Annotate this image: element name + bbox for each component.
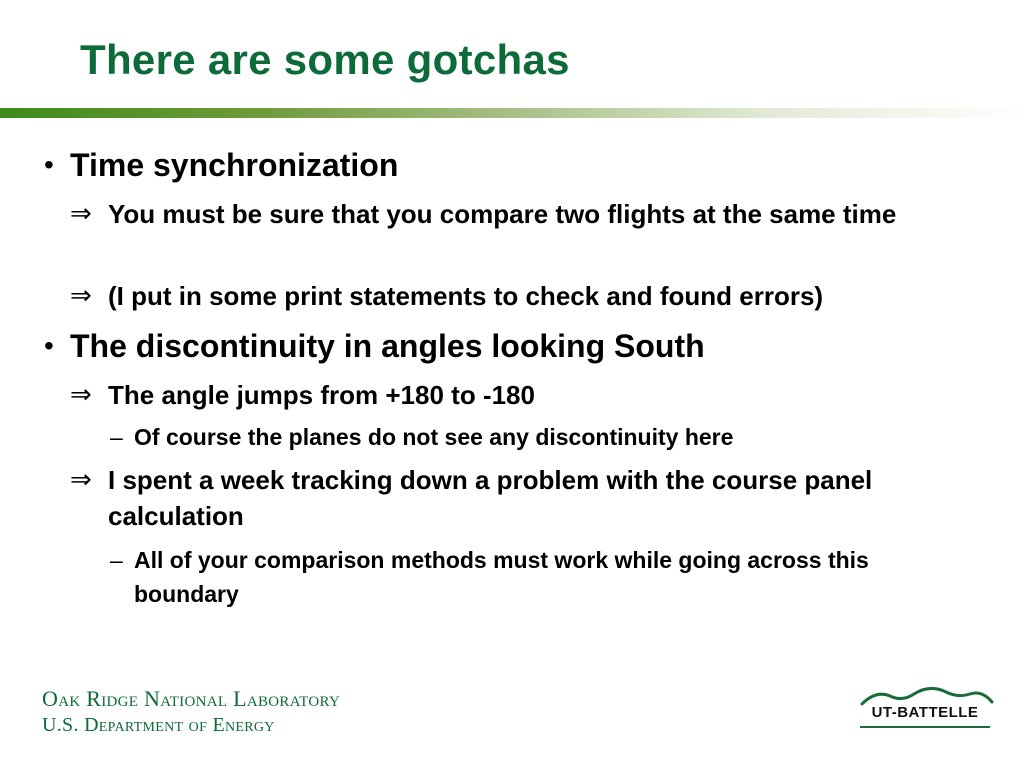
bullet-level2	[70, 462, 948, 534]
dash-icon: –	[110, 547, 123, 573]
bullet-level2	[70, 377, 908, 413]
bullet-dot-icon: •	[44, 330, 54, 361]
bullet-level2	[70, 278, 988, 314]
ut-battelle-logo	[858, 682, 998, 734]
bullet-text: The discontinuity in angles looking South	[70, 328, 705, 364]
dash-icon: –	[110, 424, 123, 450]
bullet-text: You must be sure that you compare two flights at the same time	[108, 199, 897, 229]
bullet-level3	[110, 420, 934, 454]
bullet-level3	[110, 543, 894, 611]
bullet-text: I spent a week tracking down a problem with the course panel calculation	[108, 465, 873, 531]
bullet-text: Of course the planes do not see any discontinuity here	[134, 424, 734, 450]
implies-arrow-icon: ⇒	[70, 465, 92, 495]
implies-arrow-icon: ⇒	[70, 380, 92, 410]
bullet-text: All of your comparison methods must work while going across this boundary	[134, 547, 869, 607]
footer-lab-name	[42, 686, 340, 738]
implies-arrow-icon: ⇒	[70, 281, 92, 311]
logo-text: UT-BATTELLE	[871, 704, 979, 721]
logo-underline	[860, 726, 990, 728]
bullet-dot-icon: •	[44, 149, 54, 180]
bullet-level2	[70, 196, 908, 232]
slide-title: There are some gotchas	[80, 36, 570, 83]
bullet-level1	[44, 327, 970, 365]
lab-name: Oak Ridge National Laboratory	[42, 686, 341, 711]
implies-arrow-icon: ⇒	[70, 199, 92, 229]
bullet-text: Time synchronization	[70, 147, 399, 183]
bullet-text: The angle jumps from +180 to -180	[108, 380, 535, 410]
bullet-text: (I put in some print statements to check and found errors)	[108, 281, 824, 311]
bullet-level1	[44, 146, 970, 184]
department-name: U.S. Department of Energy	[42, 714, 275, 736]
